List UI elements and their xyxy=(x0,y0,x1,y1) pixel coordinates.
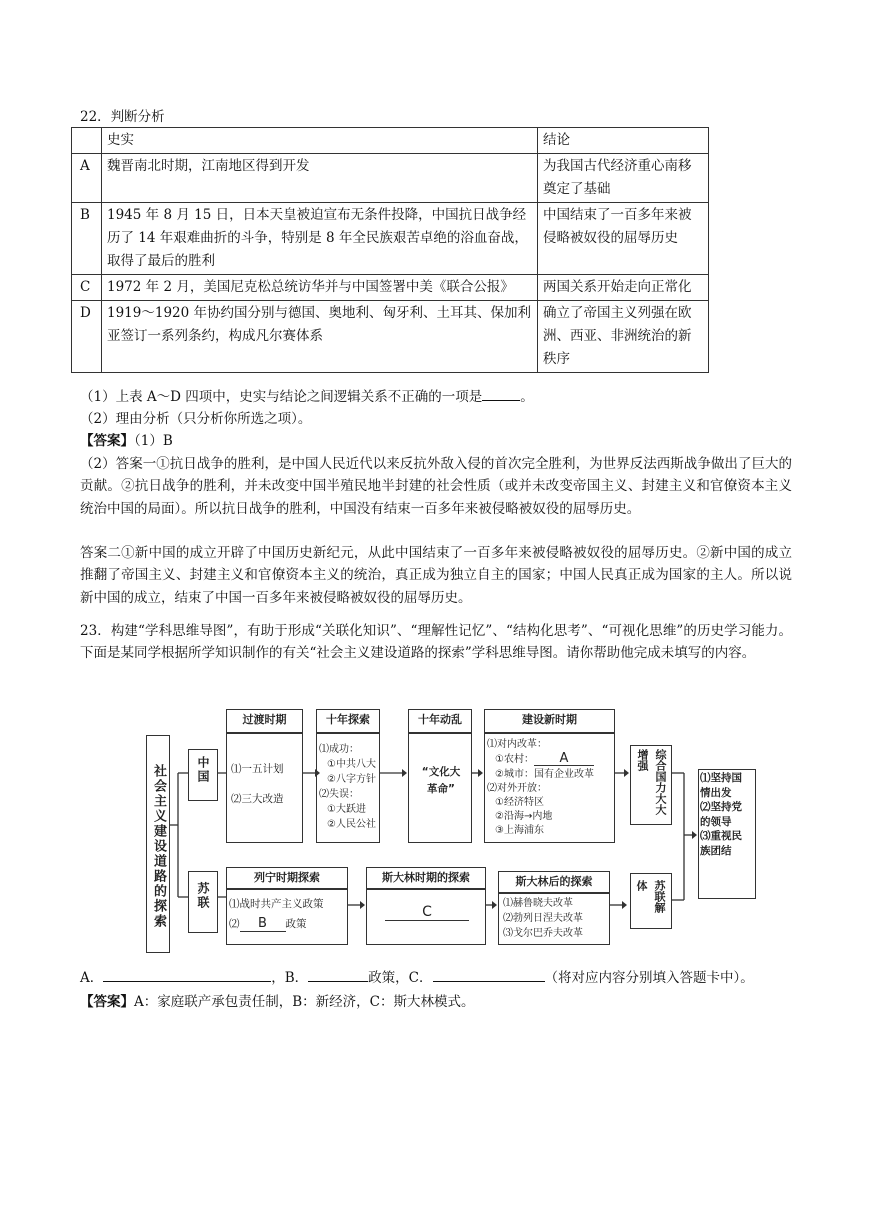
tenyear-item: ②人民公社 xyxy=(327,819,376,830)
tenyear-box xyxy=(316,733,380,843)
q23-answer xyxy=(80,991,475,1013)
fill-c-label: 政策，C． xyxy=(368,970,433,986)
conclusion-cell: 两国关系开始走向正常化 xyxy=(538,275,709,301)
fact-cell: 魏晋南北时期，江南地区得到开发 xyxy=(102,154,538,203)
table-header-row xyxy=(72,128,709,154)
tenyear-header: 十年探索 xyxy=(316,709,380,733)
answer-blank-c[interactable] xyxy=(433,967,545,982)
q22-table xyxy=(71,127,709,373)
fact-cell: 1919～1920 年协约国分别与德国、奥地利、匈牙利、土耳其、保加利亚签订一系列条约，构成凡尔赛体系 xyxy=(102,301,538,373)
row-label: D xyxy=(72,301,102,373)
poststalin-box xyxy=(498,893,610,945)
table-row xyxy=(72,203,709,275)
q23-fill-line xyxy=(80,967,754,989)
conclusion-cell: 确立了帝国主义列强在欧洲、西亚、非洲统治的新秩序 xyxy=(538,301,709,373)
lesson-item: ⑵坚持党的领导 xyxy=(700,801,742,828)
blank-c: C xyxy=(385,904,469,921)
header-cell: 结论 xyxy=(538,128,709,154)
tenyear-item: ②八字方针 xyxy=(327,774,376,785)
ussr-result-node: 苏联解体 xyxy=(630,873,672,929)
tenyear-item: ⑵失误： xyxy=(319,789,359,800)
table-row xyxy=(72,301,709,373)
conclusion-cell: 中国结束了一百多年来被侵略被奴役的屈辱历史 xyxy=(538,203,709,275)
lenin-item xyxy=(229,914,345,934)
transition-item: ⑵三大改造 xyxy=(231,793,284,805)
answer-label: 【答案】 xyxy=(80,994,134,1010)
answer-blank[interactable] xyxy=(482,386,520,401)
transition-box xyxy=(226,733,303,843)
mind-map-diagram xyxy=(140,705,710,953)
q23-intro: 23．构建“学科思维导图”，有助于形成“关联化知识”、“理解性记忆”、“结构化思考”、“可视化思维”的历史学习能力。下面是某同学根据所学知识制作的有关“社会主义建设道路的探索”学科思维导图。请你帮助他完成未填写的内容。 xyxy=(80,623,792,662)
table-row xyxy=(72,154,709,203)
transition-item: ⑴一五计划 xyxy=(231,763,284,775)
fact-cell: 1972 年 2 月，美国尼克松总统访华并与中国签署中美《联合公报》 xyxy=(102,275,538,301)
lesson-item: ⑶重视民族团结 xyxy=(700,830,742,857)
q22-answer-1 xyxy=(80,430,173,452)
row-label: A xyxy=(72,154,102,203)
q22-sub2: （2）理由分析（只分析你所选之项）。 xyxy=(80,411,312,427)
lenin-item-pre: ⑵ xyxy=(229,918,240,930)
lesson-item: ⑴坚持国情出发 xyxy=(700,772,742,799)
poststalin-header: 斯大林后的探索 xyxy=(498,871,610,893)
answer-text: A：家庭联产承包责任制，B：新经济，C：斯大林模式。 xyxy=(134,994,475,1010)
poststalin-item: ⑵勃列日涅夫改革 xyxy=(503,913,583,924)
tenyear-item: ①中共八大 xyxy=(327,759,376,770)
answer-blank-a[interactable] xyxy=(103,967,271,982)
conclusion-cell: 为我国古代经济重心南移奠定了基础 xyxy=(538,154,709,203)
newera-item: ①经济特区 xyxy=(495,797,544,808)
stalin-header: 斯大林时期的探索 xyxy=(366,867,486,889)
stalin-box xyxy=(366,889,486,945)
newera-header: 建设新时期 xyxy=(484,709,615,733)
turmoil-box xyxy=(408,733,472,843)
row-label: C xyxy=(72,275,102,301)
lenin-header: 列宁时期探索 xyxy=(226,867,348,889)
newera-item: ③上海浦东 xyxy=(495,825,544,836)
newera-item: ②城市：国有企业改革 xyxy=(495,769,594,780)
transition-header: 过渡时期 xyxy=(226,709,303,733)
fact-cell: 1945 年 8 月 15 日，日本天皇被迫宣布无条件投降，中国抗日战争经历了 14 年艰难曲折的斗争，特别是 8 年全民族艰苦卓绝的浴血奋战，取得了最后的胜利 xyxy=(102,203,538,275)
lenin-item: ⑴战时共产主义政策 xyxy=(229,898,324,910)
china-result-node: 综合国力大大增强 xyxy=(630,745,672,825)
root-node: 社会主义建设道路的探索 xyxy=(146,735,170,953)
poststalin-item: ⑴赫鲁晓夫改革 xyxy=(503,898,573,909)
lessons-text xyxy=(700,771,752,858)
q22-sub1-text: （1）上表 A～D 四项中，史实与结论之间逻辑关系不正确的一项是 xyxy=(80,389,483,405)
row-label: B xyxy=(72,203,102,275)
header-cell: 史实 xyxy=(102,128,538,154)
q22-sub1-end: 。 xyxy=(520,389,534,405)
q22-title: 22．判断分析 xyxy=(80,109,165,125)
answer-label: 【答案】 xyxy=(80,433,134,449)
newera-item: ⑴对内改革： xyxy=(487,739,547,750)
poststalin-item: ⑶戈尔巴乔夫改革 xyxy=(503,928,583,939)
lenin-box xyxy=(226,889,348,945)
fill-a-label: A． xyxy=(80,970,104,986)
tenyear-item: ⑴成功： xyxy=(319,744,359,755)
header-cell xyxy=(72,128,102,154)
ussr-node: 苏联 xyxy=(188,871,218,933)
lenin-item-post: 政策 xyxy=(285,918,307,930)
newera-box xyxy=(484,733,615,843)
answer-text: （1）B xyxy=(134,433,173,449)
blank-b: B xyxy=(240,917,286,932)
q22-answer-3: 答案二①新中国的成立开辟了中国历史新纪元，从此中国结束了一百多年来被侵略被奴役的屈辱历史。②新中国的成立推翻了帝国主义、封建主义和官僚资本主义的统治，真正成为独立自主的国家；中国人民真正成为国家的主人。所以说新中国的成立，结束了中国一百多年来被侵略被奴役的屈辱历史。 xyxy=(80,545,792,606)
newera-item xyxy=(487,752,612,768)
fill-b-label: ，B． xyxy=(271,970,309,986)
newera-item: ⑵对外开放： xyxy=(487,783,547,794)
china-node: 中国 xyxy=(188,749,218,801)
answer-blank-b[interactable] xyxy=(308,967,368,982)
blank-a: A xyxy=(534,752,594,766)
turmoil-header: 十年动乱 xyxy=(408,709,472,733)
q22-sub1 xyxy=(80,386,534,408)
newera-item-text: ①农村： xyxy=(495,754,534,765)
table-row xyxy=(72,275,709,301)
tenyear-item: ①大跃进 xyxy=(327,804,366,815)
fill-end: （将对应内容分别填入答题卡中）。 xyxy=(544,970,754,986)
turmoil-item: “文化大革命” xyxy=(421,766,461,795)
newera-item: ②沿海→内地 xyxy=(495,811,553,822)
q22-answer-2: （2）答案一①抗日战争的胜利，是中国人民近代以来反抗外敌入侵的首次完全胜利，为世界反法西斯战争做出了巨大的贡献。②抗日战争的胜利，并未改变中国半殖民地半封建的社会性质（或并未改变帝国主义、封建主义和官僚资本主义统治中国的局面）。所以抗日战争的胜利，中国没有结束一百多年来被侵略被奴役的屈辱历史。 xyxy=(80,456,792,517)
